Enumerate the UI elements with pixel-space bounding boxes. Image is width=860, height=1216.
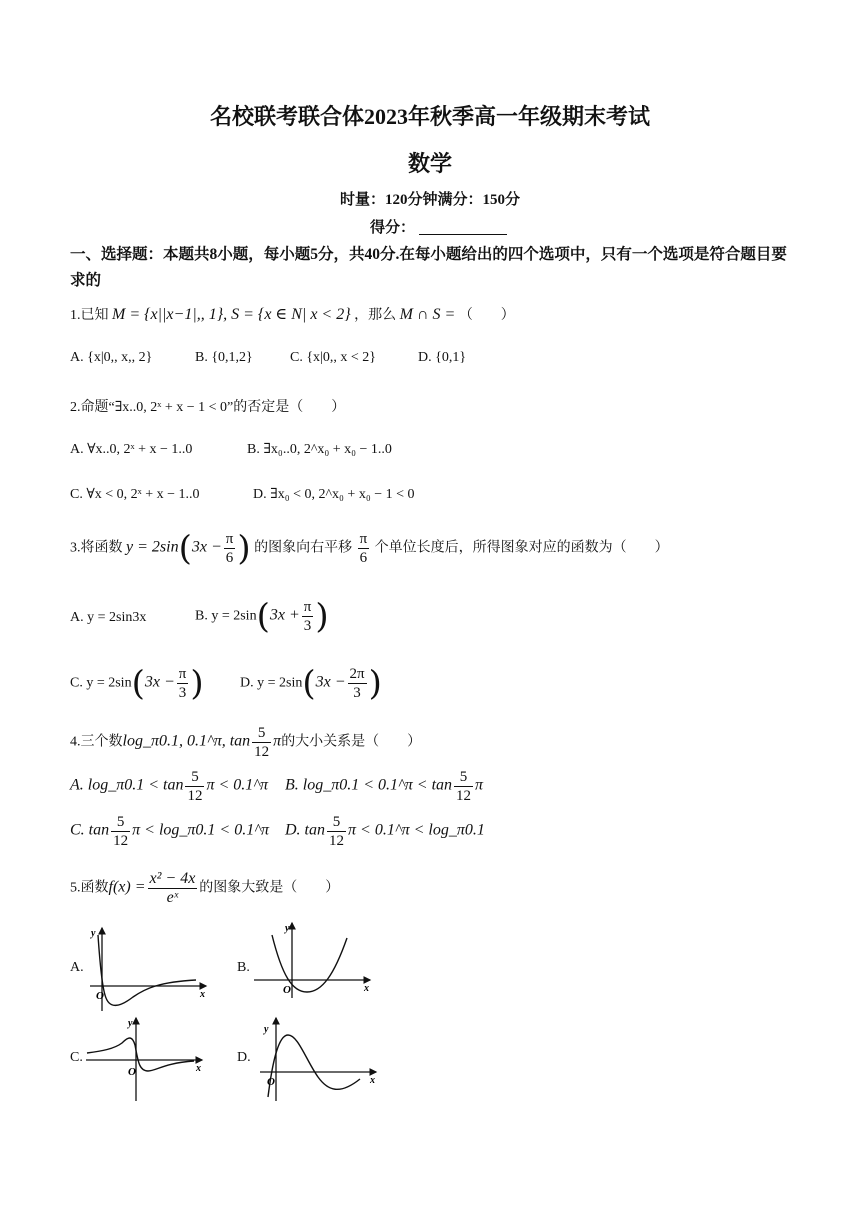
q1-option-a: A. {x|0,, x,, 2} — [70, 350, 153, 365]
q3-frac: $\frac{\pi}{6}$ — [225, 531, 234, 566]
y-label: y — [264, 1024, 269, 1035]
q3-optb-frac: $\frac{\pi}{3}$ — [303, 599, 312, 634]
q3-optb-inner: 3x + — [269, 606, 300, 624]
q4-option-c — [70, 813, 269, 850]
q4-optd-frac: $\frac{5}{12}$ — [329, 814, 344, 849]
q4-optb-a: B. log_π0.1 < 0.1^π < tan — [285, 776, 453, 794]
y-label: y — [285, 923, 290, 934]
x-label: x — [364, 983, 369, 994]
exam-meta: 时量：120分钟满分：150分 — [339, 192, 520, 208]
q1-sets: M = {x||x−1|,, 1}, S = {x ∈ N| x < 2} — [112, 306, 351, 323]
q3-optc-prefix: C. y = 2sin — [70, 675, 132, 691]
q3-middle: 的图象向右平移 — [254, 540, 353, 556]
graph-d — [258, 1015, 383, 1103]
question-5 — [70, 870, 339, 907]
q4-pi: π — [273, 732, 282, 750]
q1-option-c: C. {x|0,, x < 2} — [290, 350, 376, 365]
question-2: 2.命题“∃x..0, 2ˣ + x − 1 < 0”的否定是（ ） — [70, 400, 346, 415]
q4-suffix: 的大小关系是（ ） — [281, 734, 422, 750]
q3-optd-frac: $\frac{2\pi}{3}$ — [349, 666, 365, 701]
graph-c — [84, 1015, 209, 1103]
q4-opta-a: A. log_π0.1 < tan — [70, 776, 184, 794]
q5-frac: $\frac{\text{x² − 4x}}{\text{eˣ}}$ — [149, 870, 196, 906]
q2-option-b: B. ∃x₀..0, 2^x₀ + x₀ − 1..0 — [247, 442, 392, 457]
q4-nums: log_π0.1, 0.1^π, tan — [122, 732, 251, 750]
q3-optc-frac: $\frac{\pi}{3}$ — [178, 666, 187, 701]
q3-option-b: B. y = 2sin(3x + $\frac{\pi}{3}$ ) — [195, 596, 329, 637]
curve — [87, 1038, 194, 1071]
q3-inner: 3x − — [191, 538, 222, 556]
graph-b — [252, 920, 377, 1000]
q5-prefix: 5.函数 — [70, 880, 109, 896]
score-field — [370, 216, 507, 237]
q3-optc-inner: 3x − — [144, 673, 175, 691]
q1-ask: M ∩ S = — [399, 306, 456, 323]
score-blank — [419, 220, 507, 235]
q4-option-a — [70, 768, 268, 805]
q5-func: f(x) = — [108, 878, 146, 896]
q4-opta-frac: $\frac{5}{12}$ — [187, 769, 203, 804]
q3-optd-inner: 3x − — [315, 673, 346, 691]
exam-title: 名校联考联合体2023年秋季高一年级期末考试 — [209, 104, 650, 129]
x-label: x — [196, 1063, 201, 1074]
q3-shift-frac: $\frac{\pi}{6}$ — [359, 531, 368, 566]
graph-b-label: B. — [237, 960, 250, 975]
origin-label: O — [96, 990, 104, 1002]
q1-option-d: D. {0,1} — [418, 350, 467, 365]
q4-option-b — [285, 768, 483, 805]
curve — [98, 935, 196, 1005]
q1-paren: （ ） — [458, 308, 515, 323]
q1-suffix: ，那么 — [354, 308, 397, 323]
q2-option-a: A. ∀x..0, 2ˣ + x − 1..0 — [70, 442, 193, 457]
q3-option-a: A. y = 2sin3x — [70, 610, 147, 625]
origin-label: O — [128, 1066, 136, 1078]
y-label: y — [128, 1018, 133, 1029]
q4-optb-b: π — [475, 776, 484, 794]
question-1 — [70, 304, 515, 324]
q3-func: y = 2sin — [126, 538, 179, 556]
q4-optc-b: π < log_π0.1 < 0.1^π — [132, 821, 269, 839]
q4-optc-a: C. tan — [70, 821, 110, 839]
origin-label: O — [283, 984, 291, 996]
q1-option-b: B. {0,1,2} — [195, 350, 253, 365]
y-label: y — [91, 928, 96, 939]
q4-frac: $\frac{5}{12}$ — [254, 725, 270, 760]
graph-d-label: D. — [237, 1050, 251, 1065]
x-label: x — [200, 989, 205, 1000]
q3-prefix: 3.将函数 — [70, 540, 123, 556]
curve — [268, 1035, 360, 1097]
score-label: 得分： — [370, 220, 416, 236]
q4-optd-b: π < 0.1^π < log_π0.1 — [348, 821, 485, 839]
q2-option-c: C. ∀x < 0, 2ˣ + x − 1..0 — [70, 487, 200, 502]
graph-c-label: C. — [70, 1050, 83, 1065]
q5-suffix: 的图象大致是（ ） — [199, 880, 340, 896]
q4-optd-a: D. tan — [285, 821, 325, 839]
q3-suffix: 个单位长度后，所得图象对应的函数为（ ） — [374, 540, 669, 556]
q3-optd-prefix: D. y = 2sin — [240, 675, 303, 691]
q4-optb-frac: $\frac{5}{12}$ — [456, 769, 472, 804]
question-3: 3.将函数 y = 2sin(3x − $\frac{\pi}{6}$ ) 的图象向右平移 $\frac{\pi}{6}$ 个单位长度后，所得图象对应的函数为（ ） — [70, 528, 669, 569]
q3-option-d: D. y = 2sin(3x − $\frac{2\pi}{3}$ ) — [240, 663, 382, 704]
q4-opta-b: π < 0.1^π — [206, 776, 269, 794]
q4-option-d — [285, 813, 485, 850]
graph-a — [88, 925, 213, 1013]
origin-label: O — [267, 1076, 275, 1088]
q1-prefix: 1.已知 — [70, 308, 109, 323]
graph-a-label: A. — [70, 960, 84, 975]
section-heading: 一、选择题：本题共8小题，每小题5分，共40分.在每小题给出的四个选项中，只有一个选项是符合题目要求的 — [70, 246, 787, 289]
subject-title: 数学 — [407, 151, 452, 176]
x-label: x — [370, 1075, 375, 1086]
question-4 — [70, 724, 421, 761]
q4-optc-frac: $\frac{5}{12}$ — [113, 814, 129, 849]
q4-prefix: 4.三个数 — [70, 734, 123, 750]
q3-optb-prefix: B. y = 2sin — [195, 608, 257, 624]
q3-option-c: C. y = 2sin(3x − $\frac{\pi}{3}$ ) — [70, 663, 204, 704]
q2-option-d: D. ∃x₀ < 0, 2^x₀ + x₀ − 1 < 0 — [253, 487, 415, 502]
